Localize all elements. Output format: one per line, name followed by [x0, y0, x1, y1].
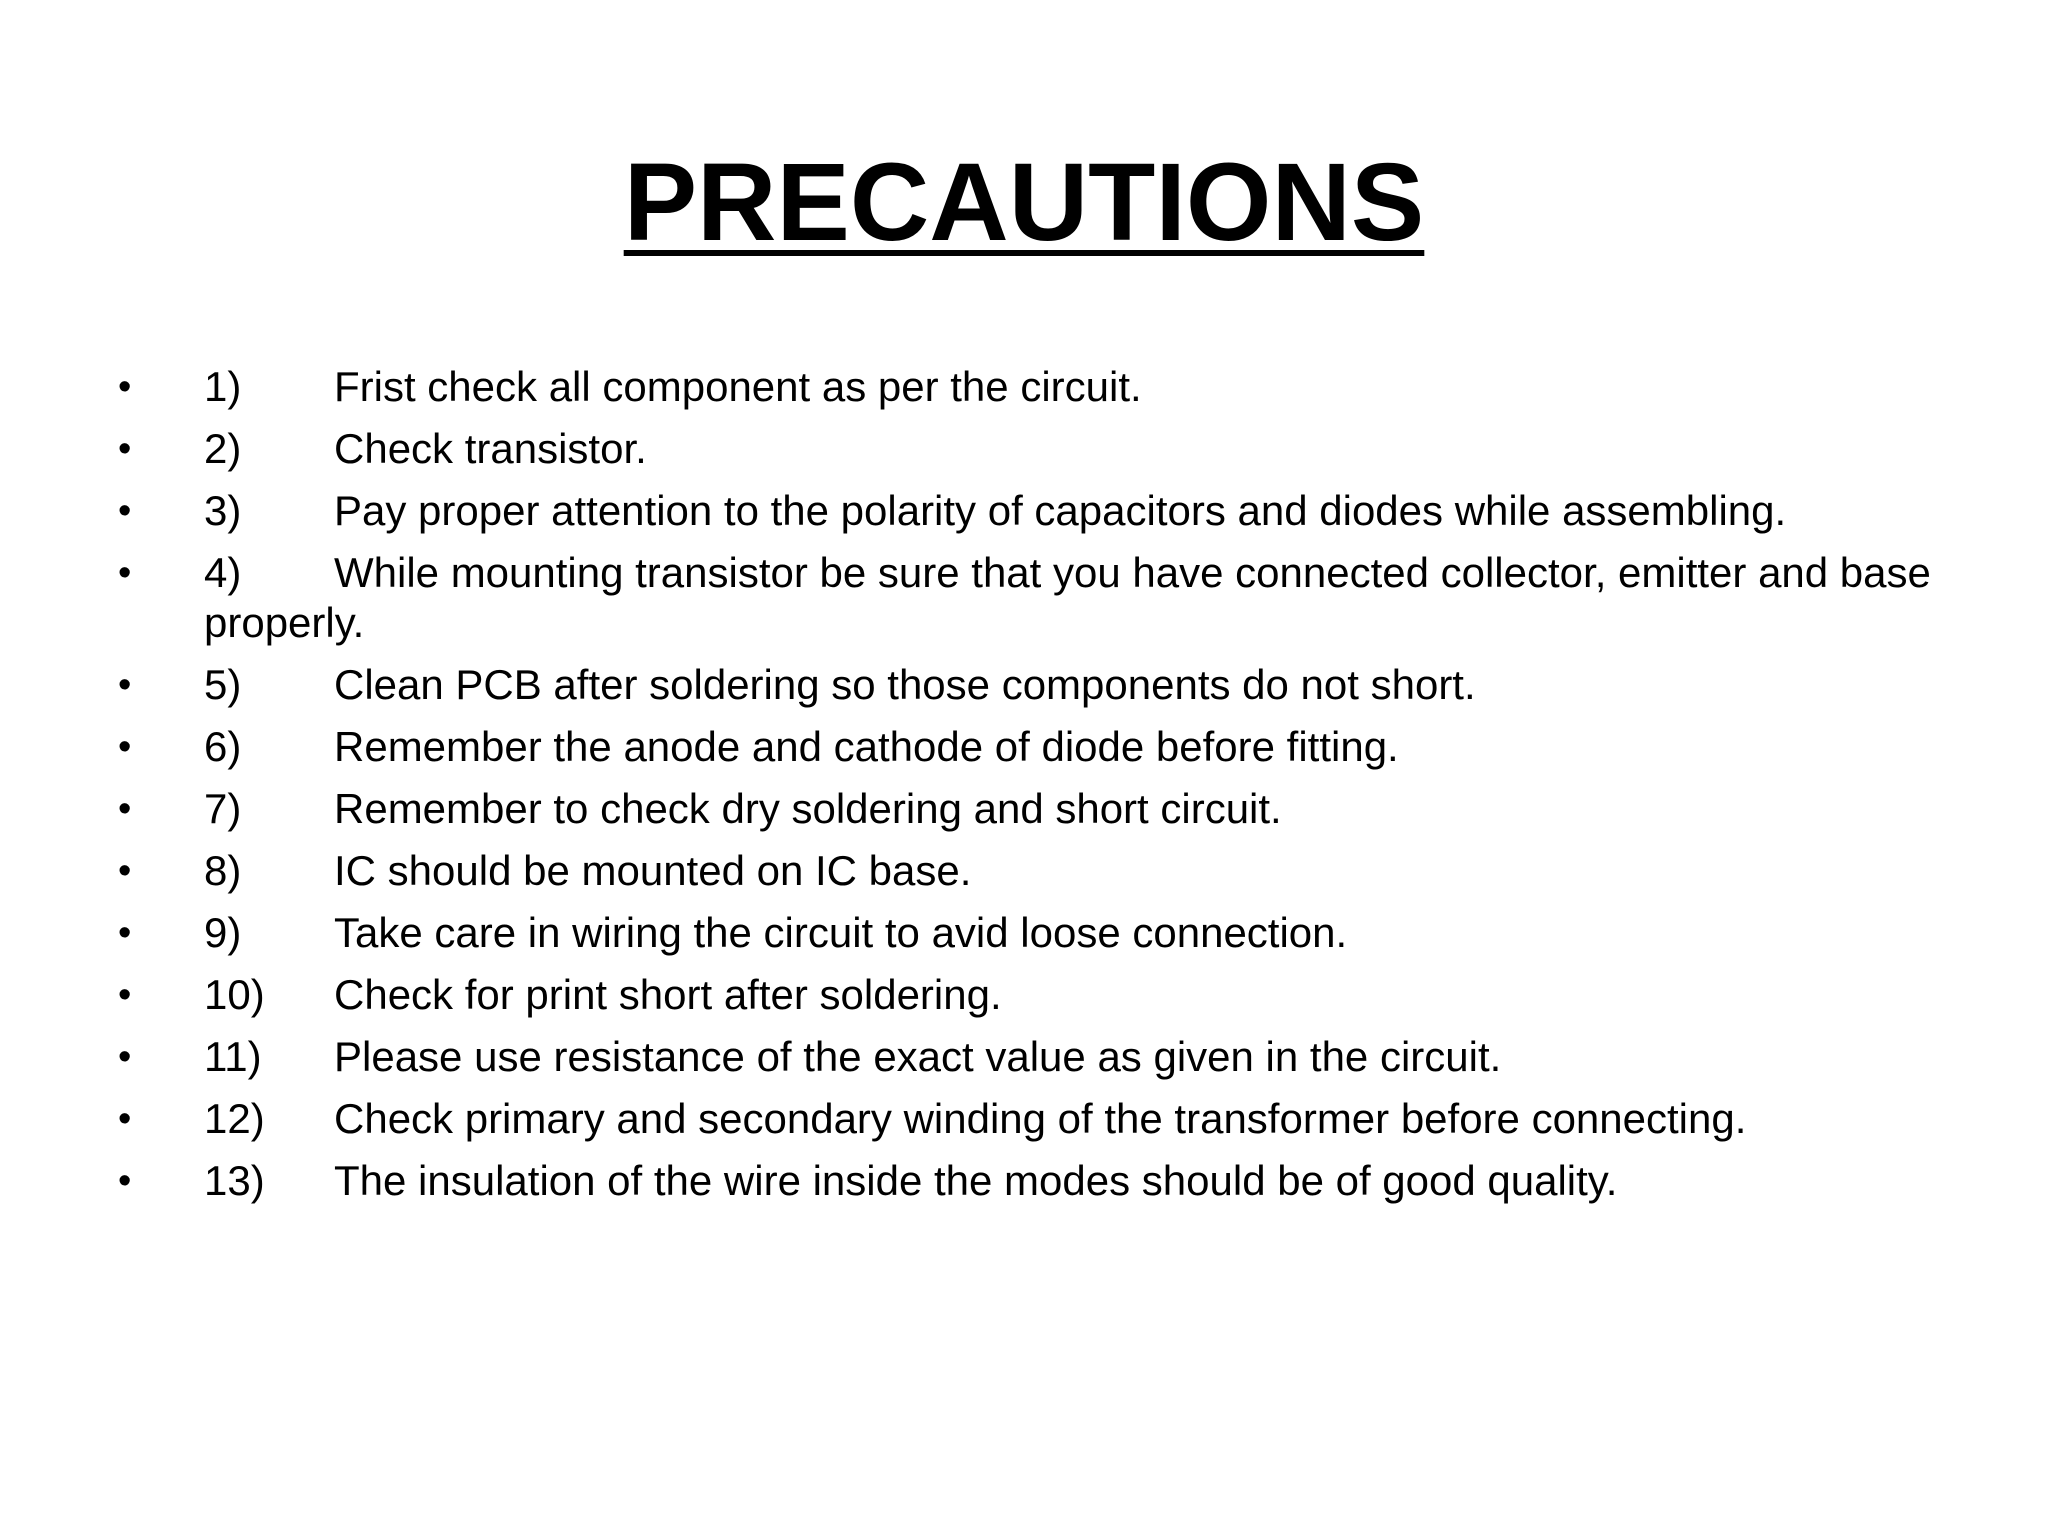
item-text: Frist check all component as per the circuit.	[334, 363, 1142, 410]
item-number: 12)	[204, 1095, 265, 1142]
bullet-icon: •	[118, 1098, 132, 1140]
item-number: 5)	[204, 661, 242, 708]
precautions-list	[118, 362, 2018, 1218]
item-text: Clean PCB after soldering so those components do not short.	[334, 661, 1476, 708]
list-item	[118, 424, 2018, 474]
item-number: 7)	[204, 785, 242, 832]
list-item	[118, 660, 2018, 710]
bullet-icon: •	[118, 850, 132, 892]
item-text: While mounting transistor be sure that you have connected collector, emitter and base properly.	[204, 549, 1931, 646]
bullet-icon: •	[118, 490, 132, 532]
item-text: Remember to check dry soldering and short circuit.	[334, 785, 1282, 832]
item-number: 8)	[204, 847, 242, 894]
bullet-icon: •	[118, 912, 132, 954]
item-number: 13)	[204, 1157, 265, 1204]
slide-title	[0, 138, 2048, 268]
list-item	[118, 362, 2018, 412]
slide-title-text: PRECAUTIONS	[623, 141, 1425, 264]
item-text: Check transistor.	[334, 425, 647, 472]
item-text: Check for print short after soldering.	[334, 971, 1002, 1018]
item-number: 9)	[204, 909, 242, 956]
bullet-icon: •	[118, 788, 132, 830]
item-text: Remember the anode and cathode of diode before fitting.	[334, 723, 1399, 770]
list-item	[118, 970, 2018, 1020]
list-item	[118, 548, 2018, 648]
bullet-icon: •	[118, 552, 132, 594]
item-text: Please use resistance of the exact value as given in the circuit.	[334, 1033, 1502, 1080]
list-item	[118, 486, 2018, 536]
item-text: Take care in wiring the circuit to avid loose connection.	[334, 909, 1348, 956]
item-text: The insulation of the wire inside the modes should be of good quality.	[334, 1157, 1618, 1204]
item-number: 6)	[204, 723, 242, 770]
bullet-icon: •	[118, 428, 132, 470]
bullet-icon: •	[118, 1036, 132, 1078]
item-number: 1)	[204, 363, 242, 410]
item-text: IC should be mounted on IC base.	[334, 847, 972, 894]
item-text: Pay proper attention to the polarity of capacitors and diodes while assembling.	[334, 487, 1787, 534]
item-text: Check primary and secondary winding of the transformer before connecting.	[334, 1095, 1747, 1142]
list-item	[118, 846, 2018, 896]
bullet-icon: •	[118, 974, 132, 1016]
list-item	[118, 1032, 2018, 1082]
item-number: 2)	[204, 425, 242, 472]
bullet-icon: •	[118, 726, 132, 768]
bullet-icon: •	[118, 1160, 132, 1202]
list-item	[118, 1094, 2018, 1144]
list-item	[118, 784, 2018, 834]
bullet-icon: •	[118, 366, 132, 408]
list-item	[118, 1156, 2018, 1206]
list-item	[118, 722, 2018, 772]
item-number: 4)	[204, 549, 242, 596]
item-number: 11)	[204, 1033, 262, 1080]
item-number: 3)	[204, 487, 242, 534]
bullet-icon: •	[118, 664, 132, 706]
item-number: 10)	[204, 971, 265, 1018]
list-item	[118, 908, 2018, 958]
